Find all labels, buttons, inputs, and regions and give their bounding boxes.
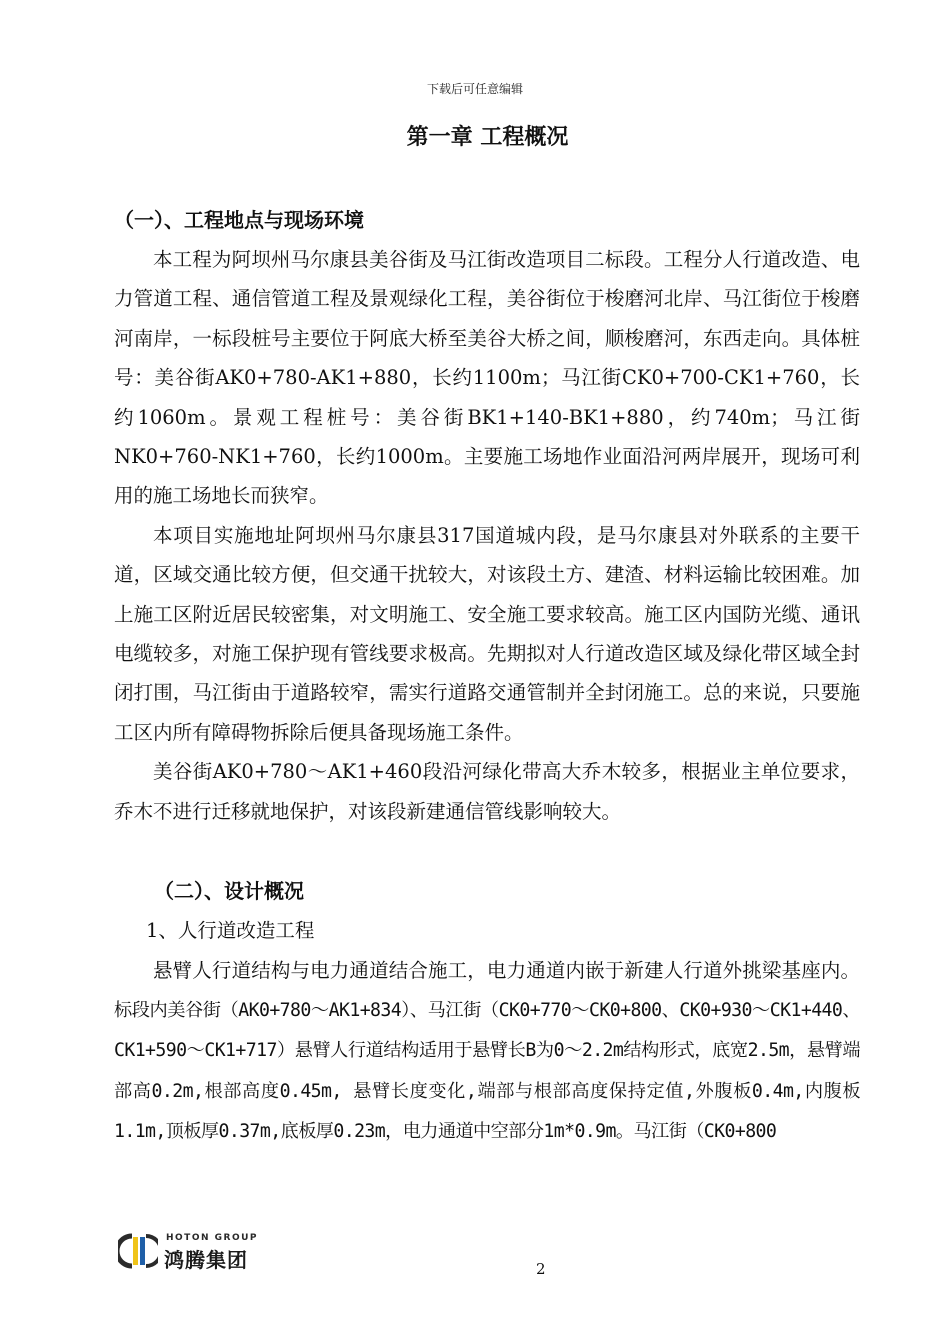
header-note: 下载后可任意编辑 [426,82,523,96]
page-number: 2 [536,1260,546,1278]
section1-paragraph-2: 本项目实施地址阿坝州马尔康县317国道城内段，是马尔康县对外联系的主要干道，区域交通比较方便，但交通干扰较大，对该段土方、建渣、材料运输比较困难。加上施工区附近居民较密集，对文明施工、安全施工要求较高。施工区内国防光缆、通讯电缆较多，对施工保护现有管线要求极高。先期拟对人行道改造区域及绿化带区域全封闭打围，马江街由于道路较窄，需实行道路交通管制并全封闭施工。总的来说，只要施工区内所有障碍物拆除后便具备现场施工条件。 [114,523,860,744]
document-body [114,200,860,1152]
logo-english-text: HOTON GROUP [166,1233,259,1243]
section2-subheading: 1、人行道改造工程 [146,919,315,943]
company-logo [118,1233,263,1272]
section1-paragraph-3: 美谷街AK0+780～AK1+460段沿河绿化带高大乔木较多，根据业主单位要求，乔木不进行迁移就地保护，对该段新建通信管线影响较大。 [114,760,860,823]
chapter-title: 第一章 工程概况 [406,125,569,150]
logo-chinese-text: 鸿腾集团 [164,1248,248,1272]
section2-paragraph-1 [114,951,860,1152]
section2-paragraph-1-text: 悬臂人行道结构与电力通道结合施工，电力通道内嵌于新建人行道外挑梁基座内。 [153,958,860,982]
section1-heading: （一）、工程地点与现场环境 [114,208,364,232]
hoton-logo-icon [118,1233,158,1269]
section1-paragraph-1: 本工程为阿坝州马尔康县美谷街及马江街改造项目二标段。工程分人行道改造、电力管道工程、通信管道工程及景观绿化工程，美谷街位于梭磨河北岸、马江街位于梭磨河南岸，一标段桩号主要位于阿底大桥至美谷大桥之间，顺梭磨河，东西走向。具体桩号：美谷街AK0+780-AK1+880，长约1100m；马江街CK0+700-CK1+760，长约1060m。景观工程桩号：美谷街BK1+140-BK1+880，约740m；马江街NK0+760-NK1+760，长约1000m。主要施工场地作业面沿河两岸展开，现场可利用的施工场地长而狭窄。 [114,248,860,508]
section2-heading: （二）、设计概况 [154,879,304,904]
section2-paragraph-2-text: 标段内美谷街（AK0+780～AK1+834）、马江街（CK0+770～CK0+800、CK0+930～CK1+440、CK1+590～CK1+717）悬臂人行道结构适用于悬臂长B为0～2.2m结构形式，底宽2.5m，悬臂端部高0.2m,根部高度0.45m, 悬臂长度变化,端部与根部高度保持定值,外腹板0.4m,内腹板1.1m,顶板厚0.37m,底板厚0.23m，电力通道中空部分1m*0.9m。马江街（CK0+800 [114,999,860,1143]
